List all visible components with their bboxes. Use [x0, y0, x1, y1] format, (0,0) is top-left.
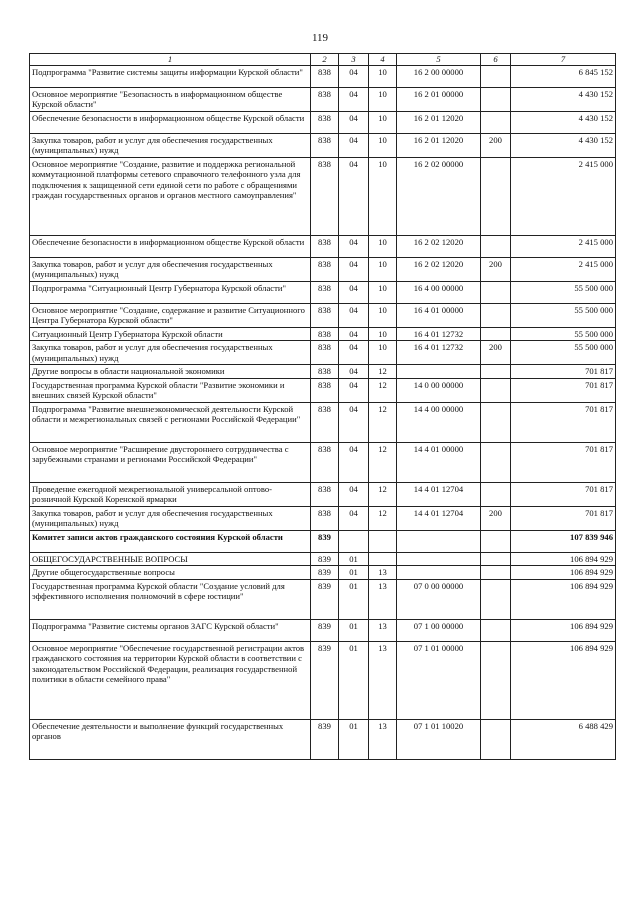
- ministry-code-cell: 838: [311, 235, 339, 257]
- ministry-code-cell: 838: [311, 87, 339, 111]
- subsection-code-cell: 13: [369, 566, 397, 580]
- ministry-code-cell: 839: [311, 619, 339, 641]
- target-article-cell: 16 4 01 12732: [397, 327, 481, 341]
- amount-cell: 55 500 000: [511, 341, 616, 365]
- target-article-cell: 14 4 01 00000: [397, 442, 481, 482]
- target-article-cell: 16 2 01 12020: [397, 133, 481, 157]
- expense-type-cell: 200: [481, 506, 511, 530]
- section-code-cell: 01: [339, 566, 369, 580]
- table-row: [30, 303, 616, 327]
- target-article-cell: 16 2 00 00000: [397, 65, 481, 87]
- section-code-cell: 04: [339, 341, 369, 365]
- target-article-cell: 16 4 00 00000: [397, 281, 481, 303]
- target-article-cell: 16 2 01 00000: [397, 87, 481, 111]
- section-code-cell: 04: [339, 506, 369, 530]
- ministry-code-cell: 838: [311, 327, 339, 341]
- section-code-cell: 04: [339, 365, 369, 379]
- expense-type-cell: [481, 87, 511, 111]
- row-name-cell: Закупка товаров, работ и услуг для обеспечения государственных (муниципальных) нужд: [30, 133, 311, 157]
- amount-cell: 6 845 152: [511, 65, 616, 87]
- table-row: [30, 378, 616, 402]
- section-code-cell: 04: [339, 235, 369, 257]
- expense-type-cell: [481, 378, 511, 402]
- subsection-code-cell: 12: [369, 506, 397, 530]
- row-name-cell: Обеспечение безопасности в информационном обществе Курской области: [30, 111, 311, 133]
- amount-cell: 106 894 929: [511, 641, 616, 719]
- row-name-cell: Проведение ежегодной межрегиональной универсальной оптово-розничной Курской Коренской ярмарки: [30, 482, 311, 506]
- row-name-cell: Подпрограмма "Развитие системы защиты информации Курской области": [30, 65, 311, 87]
- subsection-code-cell: 12: [369, 442, 397, 482]
- ministry-code-cell: 838: [311, 303, 339, 327]
- subsection-code-cell: 10: [369, 303, 397, 327]
- expense-type-cell: [481, 719, 511, 759]
- row-name-cell: Ситуационный Центр Губернатора Курской области: [30, 327, 311, 341]
- amount-cell: 4 430 152: [511, 133, 616, 157]
- amount-cell: 4 430 152: [511, 87, 616, 111]
- amount-cell: 106 894 929: [511, 619, 616, 641]
- column-header: 7: [511, 54, 616, 66]
- row-name-cell: Основное мероприятие "Расширение двустороннего сотрудничества с зарубежными странами и регионами Российской Федерации": [30, 442, 311, 482]
- ministry-code-cell: 838: [311, 341, 339, 365]
- target-article-cell: [397, 530, 481, 552]
- amount-cell: 55 500 000: [511, 327, 616, 341]
- expense-type-cell: [481, 235, 511, 257]
- row-name-cell: Основное мероприятие "Создание, развитие и поддержка региональной коммутационной платформы сетевого справочного телефонного узла для подключения к защищенной сети единой сети по работе с обращениями граждан государственных органов и органов местного самоуправления": [30, 157, 311, 235]
- table-row: [30, 442, 616, 482]
- section-code-cell: 04: [339, 133, 369, 157]
- expense-type-cell: [481, 365, 511, 379]
- table-row: [30, 65, 616, 87]
- ministry-code-cell: 838: [311, 442, 339, 482]
- column-header: 2: [311, 54, 339, 66]
- table-row: [30, 402, 616, 442]
- row-name-cell: Основное мероприятие "Создание, содержание и развитие Ситуационного Центра Губернатора Курской области": [30, 303, 311, 327]
- subsection-code-cell: 10: [369, 327, 397, 341]
- column-header: 6: [481, 54, 511, 66]
- subsection-code-cell: 12: [369, 402, 397, 442]
- amount-cell: 6 488 429: [511, 719, 616, 759]
- row-name-cell: Основное мероприятие "Обеспечение государственной регистрации актов гражданского состояния на территории Курской области в соответствии с законодательством Российской Федерации, реализация государственной политики в области семейного права": [30, 641, 311, 719]
- target-article-cell: 07 1 01 10020: [397, 719, 481, 759]
- table-row: [30, 530, 616, 552]
- expense-type-cell: [481, 281, 511, 303]
- amount-cell: 2 415 000: [511, 257, 616, 281]
- expense-type-cell: 200: [481, 257, 511, 281]
- target-article-cell: 07 1 00 00000: [397, 619, 481, 641]
- table-row: [30, 111, 616, 133]
- section-code-cell: 01: [339, 719, 369, 759]
- ministry-code-cell: 838: [311, 378, 339, 402]
- table-row: [30, 719, 616, 759]
- amount-cell: 701 817: [511, 365, 616, 379]
- row-name-cell: Закупка товаров, работ и услуг для обеспечения государственных (муниципальных) нужд: [30, 341, 311, 365]
- subsection-code-cell: 10: [369, 133, 397, 157]
- subsection-code-cell: 13: [369, 719, 397, 759]
- table-header-row: [30, 54, 616, 66]
- table-row: [30, 641, 616, 719]
- subsection-code-cell: [369, 530, 397, 552]
- target-article-cell: 14 4 01 12704: [397, 506, 481, 530]
- table-row: [30, 133, 616, 157]
- ministry-code-cell: 839: [311, 719, 339, 759]
- subsection-code-cell: [369, 552, 397, 566]
- amount-cell: 701 817: [511, 506, 616, 530]
- expense-type-cell: 200: [481, 341, 511, 365]
- subsection-code-cell: 10: [369, 281, 397, 303]
- amount-cell: 106 894 929: [511, 552, 616, 566]
- target-article-cell: [397, 552, 481, 566]
- row-name-cell: Подпрограмма "Развитие системы органов ЗАГС Курской области": [30, 619, 311, 641]
- amount-cell: 701 817: [511, 442, 616, 482]
- target-article-cell: 14 0 00 00000: [397, 378, 481, 402]
- amount-cell: 106 894 929: [511, 566, 616, 580]
- amount-cell: 2 415 000: [511, 157, 616, 235]
- amount-cell: 2 415 000: [511, 235, 616, 257]
- expense-type-cell: 200: [481, 133, 511, 157]
- column-header: 4: [369, 54, 397, 66]
- subsection-code-cell: 10: [369, 87, 397, 111]
- row-name-cell: Другие вопросы в области национальной экономики: [30, 365, 311, 379]
- expense-type-cell: [481, 530, 511, 552]
- budget-table: [29, 53, 616, 760]
- amount-cell: 55 500 000: [511, 281, 616, 303]
- target-article-cell: 16 4 01 12732: [397, 341, 481, 365]
- amount-cell: 701 817: [511, 482, 616, 506]
- amount-cell: 701 817: [511, 402, 616, 442]
- expense-type-cell: [481, 65, 511, 87]
- expense-type-cell: [481, 619, 511, 641]
- expense-type-cell: [481, 327, 511, 341]
- target-article-cell: 07 0 00 00000: [397, 579, 481, 619]
- expense-type-cell: [481, 566, 511, 580]
- amount-cell: 701 817: [511, 378, 616, 402]
- table-row: [30, 257, 616, 281]
- expense-type-cell: [481, 641, 511, 719]
- row-name-cell: Другие общегосударственные вопросы: [30, 566, 311, 580]
- section-code-cell: 04: [339, 402, 369, 442]
- expense-type-cell: [481, 482, 511, 506]
- column-header: 5: [397, 54, 481, 66]
- table-row: [30, 552, 616, 566]
- expense-type-cell: [481, 157, 511, 235]
- target-article-cell: 16 2 02 00000: [397, 157, 481, 235]
- section-code-cell: 01: [339, 579, 369, 619]
- target-article-cell: [397, 365, 481, 379]
- subsection-code-cell: 10: [369, 341, 397, 365]
- section-code-cell: 04: [339, 257, 369, 281]
- row-name-cell: Государственная программа Курской области "Создание условий для эффективного исполнения полномочий в сфере юстиции": [30, 579, 311, 619]
- expense-type-cell: [481, 442, 511, 482]
- ministry-code-cell: 838: [311, 133, 339, 157]
- subsection-code-cell: 10: [369, 157, 397, 235]
- expense-type-cell: [481, 552, 511, 566]
- row-name-cell: Комитет записи актов гражданского состояния Курской области: [30, 530, 311, 552]
- row-name-cell: Закупка товаров, работ и услуг для обеспечения государственных (муниципальных) нужд: [30, 506, 311, 530]
- ministry-code-cell: 839: [311, 641, 339, 719]
- section-code-cell: 01: [339, 619, 369, 641]
- page-number: 119: [311, 32, 329, 44]
- table-row: [30, 341, 616, 365]
- table-row: [30, 157, 616, 235]
- ministry-code-cell: 838: [311, 482, 339, 506]
- section-code-cell: 04: [339, 87, 369, 111]
- section-code-cell: 01: [339, 552, 369, 566]
- row-name-cell: Подпрограмма "Развитие внешнеэкономической деятельности Курской области и межрегиональных связей с регионами Российской Федерации": [30, 402, 311, 442]
- ministry-code-cell: 839: [311, 552, 339, 566]
- section-code-cell: 04: [339, 65, 369, 87]
- section-code-cell: 04: [339, 327, 369, 341]
- ministry-code-cell: 838: [311, 65, 339, 87]
- table-row: [30, 506, 616, 530]
- section-code-cell: 04: [339, 442, 369, 482]
- section-code-cell: 04: [339, 482, 369, 506]
- table-row: [30, 235, 616, 257]
- table-row: [30, 281, 616, 303]
- table-row: [30, 566, 616, 580]
- ministry-code-cell: 838: [311, 365, 339, 379]
- row-name-cell: Основное мероприятие "Безопасность в информационном обществе Курской области": [30, 87, 311, 111]
- ministry-code-cell: 839: [311, 530, 339, 552]
- expense-type-cell: [481, 402, 511, 442]
- subsection-code-cell: 10: [369, 111, 397, 133]
- table-row: [30, 365, 616, 379]
- ministry-code-cell: 839: [311, 566, 339, 580]
- target-article-cell: 14 4 01 12704: [397, 482, 481, 506]
- section-code-cell: 04: [339, 378, 369, 402]
- target-article-cell: [397, 566, 481, 580]
- subsection-code-cell: 13: [369, 579, 397, 619]
- target-article-cell: 16 2 02 12020: [397, 235, 481, 257]
- amount-cell: 107 839 946: [511, 530, 616, 552]
- table-row: [30, 87, 616, 111]
- target-article-cell: 07 1 01 00000: [397, 641, 481, 719]
- expense-type-cell: [481, 579, 511, 619]
- ministry-code-cell: 838: [311, 402, 339, 442]
- subsection-code-cell: 10: [369, 257, 397, 281]
- subsection-code-cell: 12: [369, 482, 397, 506]
- target-article-cell: 16 2 02 12020: [397, 257, 481, 281]
- ministry-code-cell: 838: [311, 157, 339, 235]
- row-name-cell: ОБЩЕГОСУДАРСТВЕННЫЕ ВОПРОСЫ: [30, 552, 311, 566]
- section-code-cell: 01: [339, 641, 369, 719]
- ministry-code-cell: 838: [311, 111, 339, 133]
- subsection-code-cell: 13: [369, 641, 397, 719]
- expense-type-cell: [481, 111, 511, 133]
- table-row: [30, 327, 616, 341]
- subsection-code-cell: 10: [369, 235, 397, 257]
- row-name-cell: Обеспечение деятельности и выполнение функций государственных органов: [30, 719, 311, 759]
- section-code-cell: 04: [339, 157, 369, 235]
- column-header: 1: [30, 54, 311, 66]
- target-article-cell: 16 2 01 12020: [397, 111, 481, 133]
- row-name-cell: Обеспечение безопасности в информационном обществе Курской области: [30, 235, 311, 257]
- subsection-code-cell: 13: [369, 619, 397, 641]
- subsection-code-cell: 10: [369, 65, 397, 87]
- row-name-cell: Подпрограмма "Ситуационный Центр Губернатора Курской области": [30, 281, 311, 303]
- ministry-code-cell: 839: [311, 579, 339, 619]
- subsection-code-cell: 12: [369, 378, 397, 402]
- row-name-cell: Закупка товаров, работ и услуг для обеспечения государственных (муниципальных) нужд: [30, 257, 311, 281]
- row-name-cell: Государственная программа Курской области "Развитие экономики и внешних связей Курской области": [30, 378, 311, 402]
- section-code-cell: 04: [339, 111, 369, 133]
- amount-cell: 4 430 152: [511, 111, 616, 133]
- section-code-cell: 04: [339, 281, 369, 303]
- table-row: [30, 619, 616, 641]
- table-row: [30, 579, 616, 619]
- target-article-cell: 16 4 01 00000: [397, 303, 481, 327]
- column-header: 3: [339, 54, 369, 66]
- ministry-code-cell: 838: [311, 281, 339, 303]
- target-article-cell: 14 4 00 00000: [397, 402, 481, 442]
- ministry-code-cell: 838: [311, 506, 339, 530]
- amount-cell: 55 500 000: [511, 303, 616, 327]
- section-code-cell: [339, 530, 369, 552]
- expense-type-cell: [481, 303, 511, 327]
- ministry-code-cell: 838: [311, 257, 339, 281]
- amount-cell: 106 894 929: [511, 579, 616, 619]
- table-row: [30, 482, 616, 506]
- subsection-code-cell: 12: [369, 365, 397, 379]
- section-code-cell: 04: [339, 303, 369, 327]
